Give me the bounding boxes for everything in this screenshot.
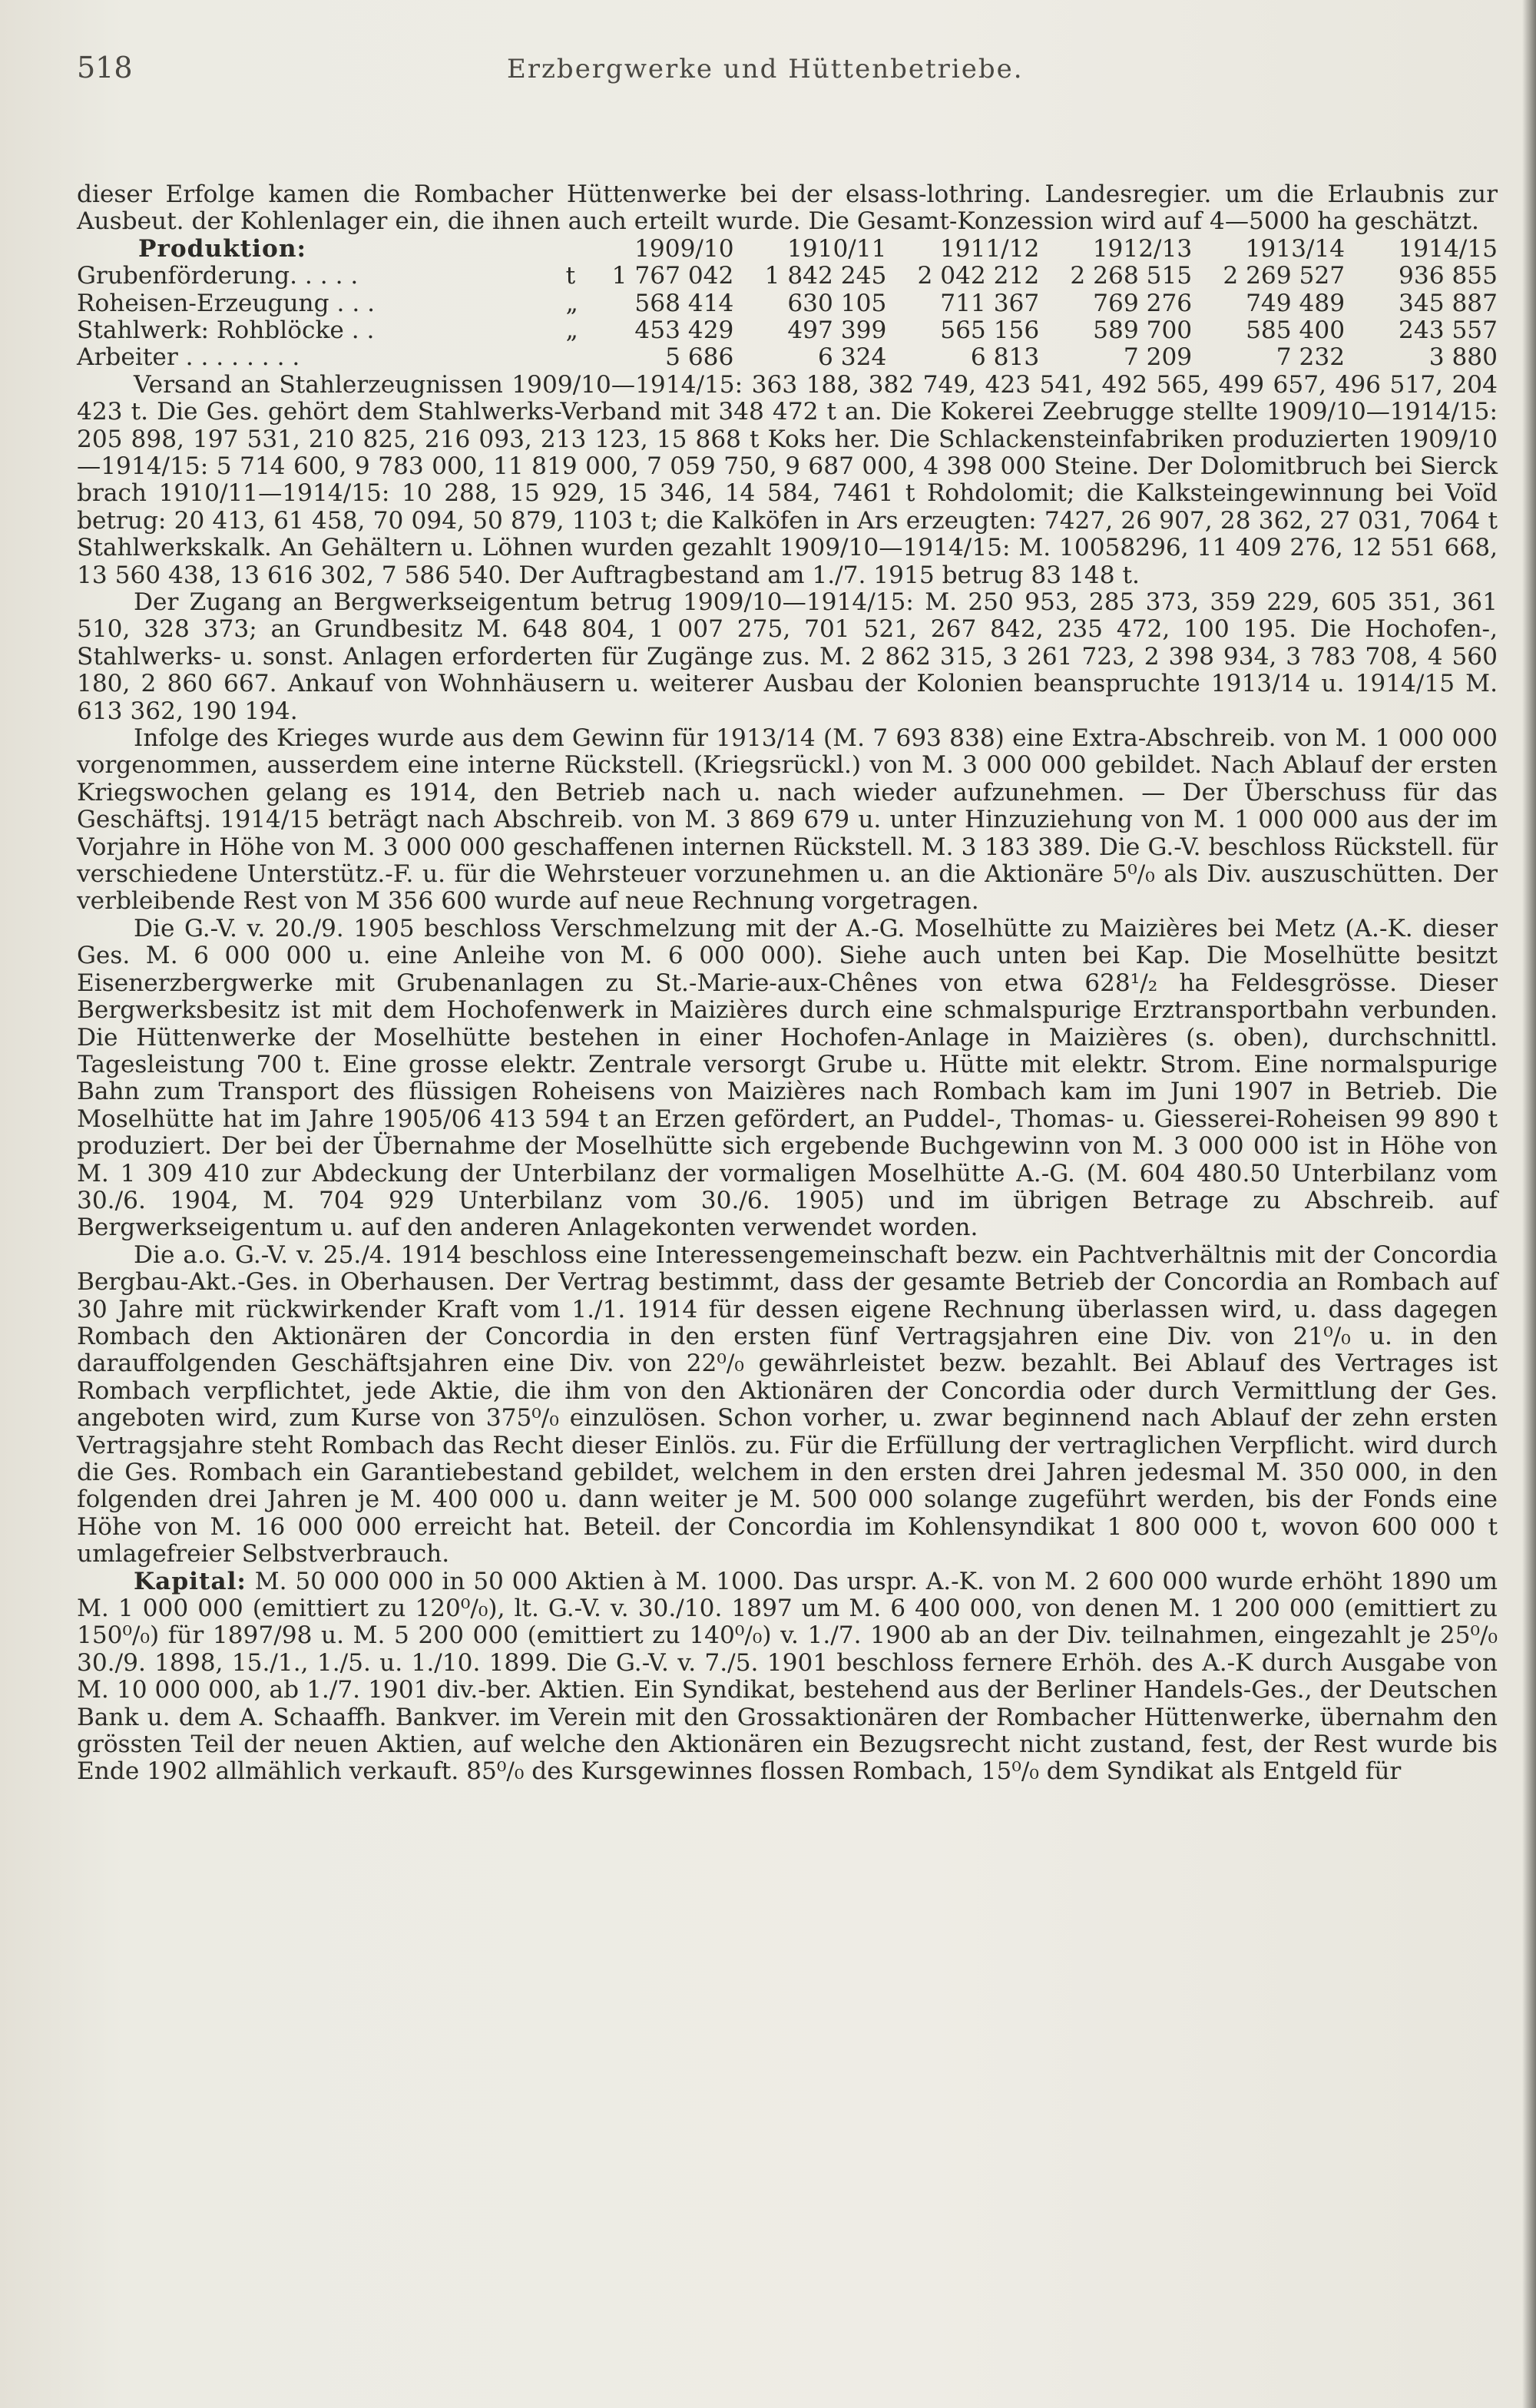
table-cell: 565 156 <box>940 316 1040 344</box>
paragraph-krieg: Infolge des Krieges wurde aus dem Gewinn für 1913/14 (M. 7 693 838) eine Extra-Abschreib. von M. 1 000 000 vorgenommen, ausserdem eine interne Rückstell. (Kriegsrückl.) von M. 3 000 000 gebildet. Nach Ablauf der ersten Kriegswochen gelang es 1914, den Betrieb nach u. nach wieder aufzunehmen. — Der Überschuss für das Geschäftsj. 1914/15 beträgt nach Abschreib. von M. 3 869 679 u. unter Hinzuziehung von M. 1 000 000 aus der im Vorjahre in Höhe von M. 3 000 000 geschaffenen internen Rückstell. M. 3 183 389. Die G.-V. beschloss Rückstell. für verschiedene Unterstütz.-F. u. für die Wehrsteuer vorzunehmen u. an die Aktionäre 5⁰/₀ als Div. auszuschütten. Der verbleibende Rest von M 356 600 wurde auf neue Rechnung vorgetragen. <box>77 724 1498 916</box>
table-cell: 589 700 <box>1093 316 1193 344</box>
paragraph-concordia: Die a.o. G.-V. v. 25./4. 1914 beschloss eine Interessengemeinschaft bezw. ein Pachtverhältnis mit der Concordia Bergbau-Akt.-Ges. in Oberhausen. Der Vertrag bestimmt, dass der gesamte Betrieb der Concordia an Rombach auf 30 Jahre mit rückwirkender Kraft vom 1./1. 1914 für dessen eigene Rechnung überlassen wird, u. dass dagegen Rombach den Aktionären der Concordia in den ersten fünf Vertragsjahren eine Div. von 21⁰/₀ u. in den darauffolgenden Geschäftsjahren eine Div. von 22⁰/₀ gewährleistet bezw. bezahlt. Bei Ablauf des Vertrages ist Rombach verpflichtet, jede Aktie, die ihm von den Aktionären der Concordia oder durch Vermittlung der Ges. angeboten wird, zum Kurse von 375⁰/₀ einzulösen. Schon vorher, u. zwar beginnend nach Ablauf der zehn ersten Vertragsjahre steht Rombach das Recht dieser Einlös. zu. Für die Erfüllung der vertraglichen Verpflicht. wird durch die Ges. Rombach ein Garantiebestand gebildet, welchem in den ersten drei Jahren jedesmal M. 350 000, in den folgenden drei Jahren je M. 400 000 u. dann weiter je M. 500 000 solange zugeführt werden, bis der Fonds eine Höhe von M. 16 000 000 erreicht hat. Beteil. der Concordia im Kohlensyndikat 1 800 000 t, wovon 600 000 t umlagefreier Selbstverbrauch. <box>77 1240 1498 1568</box>
row-unit: „ <box>565 289 578 317</box>
table-cell: 453 429 <box>634 316 734 344</box>
table-cell: 711 367 <box>940 289 1040 317</box>
table-cell: 769 276 <box>1093 289 1193 317</box>
table-cell: 1 842 245 <box>764 262 887 290</box>
year-header: 1913/14 <box>1245 234 1346 263</box>
table-cell: 6 324 <box>818 343 887 372</box>
row-label: Stahlwerk: Rohblöcke . . <box>77 316 375 344</box>
kapital-text: M. 50 000 000 in 50 000 Aktien à M. 1000. Das urspr. A.-K. von M. 2 600 000 wurde erhöht 1890 um M. 1 000 000 (emittiert zu 120⁰/₀), lt. G.-V. v. 30./10. 1897 um M. 6 400 000, von denen M. 1 200 000 (emittiert zu 150⁰/₀) für 1897/98 u. M. 5 200 000 (emittiert zu 140⁰/₀) v. 1./7. 1900 ab an der Div. teilnahmen, eingezahlt je 25⁰/₀ 30./9. 1898, 15./1., 1./5. u. 1./10. 1899. Die G.-V. v. 7./5. 1901 beschloss fernere Erhöh. des A.-K durch Ausgabe von M. 10 000 000, ab 1./7. 1901 div.-ber. Aktien. Ein Syndikat, bestehend aus der Berliner Handels-Ges., der Deutschen Bank u. dem A. Schaaffh. Bankver. im Verein mit den Grossaktionären der Rombacher Hüttenwerke, übernahm den grössten Teil der neuen Aktien, auf welche den Aktionären ein Bezugsrecht nicht zustand, fest, der Rest wurde bis Ende 1902 allmählich verkauft. 85⁰/₀ des Kursgewinnes flossen Rombach, 15⁰/₀ dem Syndikat als Entgeld für <box>77 1567 1498 1786</box>
row-label: Grubenförderung. . . . . <box>77 262 359 290</box>
paragraph-moselhuette: Die G.-V. v. 20./9. 1905 beschloss Verschmelzung mit der A.-G. Moselhütte zu Maizières bei Metz (A.-K. dieser Ges. M. 6 000 000 u. eine Anleihe von M. 6 000 000). Siehe auch unten bei Kap. Die Moselhütte besitzt Eisenerzbergwerke mit Grubenanlagen zu St.-Marie-aux-Chênes von etwa 628¹/₂ ha Feldesgrösse. Dieser Bergwerksbesitz ist mit dem Hochofenwerk in Maizières durch eine schmalspurige Erztransportbahn verbunden. Die Hüttenwerke der Moselhütte bestehen in einer Hochofen-Anlage in Maizières (s. oben), durchschnittl. Tagesleistung 700 t. Eine grosse elektr. Zentrale versorgt Grube u. Hütte mit elektr. Strom. Eine normalspurige Bahn zum Transport des flüssigen Roheisens von Maizières nach Rombach kam im Juni 1907 in Betrieb. Die Moselhütte hat im Jahre 1905/06 413 594 t an Erzen gefördert, an Puddel-, Thomas- u. Giesserei-Roheisen 99 890 t produziert. Der bei der Übernahme der Moselhütte sich ergebende Buchgewinn von M. 3 000 000 ist in Höhe von M. 1 309 410 zur Abdeckung der Unterbilanz der vormaligen Moselhütte A.-G. (M. 604 480.50 Unterbilanz vom 30./6. 1904, M. 704 929 Unterbilanz vom 30./6. 1905) und im übrigen Betrage zu Abschreib. auf Bergwerkseigentum u. auf den anderen Anlagekonten verwendet worden. <box>77 914 1498 1242</box>
production-label: Produktion: <box>138 234 307 263</box>
table-cell: 7 232 <box>1276 343 1346 372</box>
table-cell: 585 400 <box>1246 316 1346 344</box>
table-cell: 568 414 <box>634 289 734 317</box>
page-body <box>77 181 1498 1786</box>
table-cell: 630 105 <box>787 289 887 317</box>
page-number: 518 <box>77 51 133 84</box>
year-header: 1912/13 <box>1092 234 1193 263</box>
table-row <box>77 290 1498 317</box>
table-cell: 7 209 <box>1123 343 1193 372</box>
year-header: 1910/11 <box>786 234 887 263</box>
table-cell: 2 269 527 <box>1223 262 1346 290</box>
table-row <box>77 344 1498 371</box>
table-row <box>77 263 1498 290</box>
page-header <box>77 51 1498 97</box>
table-cell: 497 399 <box>787 316 887 344</box>
year-header: 1909/10 <box>634 234 734 263</box>
production-header-row <box>77 236 1498 263</box>
table-cell: 3 880 <box>1428 343 1498 372</box>
page-edge-shadow <box>1522 0 1536 2408</box>
kapital-label: Kapital: <box>134 1567 247 1595</box>
table-cell: 6 813 <box>970 343 1040 372</box>
row-label: Arbeiter . . . . . . . . <box>77 343 300 372</box>
year-header: 1914/15 <box>1398 234 1498 263</box>
paragraph-kapital <box>77 1568 1498 1786</box>
table-cell: 345 887 <box>1399 289 1498 317</box>
table-cell: 5 686 <box>665 343 734 372</box>
row-unit: t <box>565 262 576 290</box>
paragraph-versand: Versand an Stahlerzeugnissen 1909/10—1914/15: 363 188, 382 749, 423 541, 492 565, 499 657, 496 517, 204 423 t. Die Ges. gehört dem Stahlwerks-Verband mit 348 472 t an. Die Kokerei Zeebrugge stellte 1909/10—1914/15: 205 898, 197 531, 210 825, 216 093, 213 123, 15 868 t Koks her. Die Schlackensteinfabriken produzierten 1909/10—1914/15: 5 714 600, 9 783 000, 11 819 000, 7 059 750, 9 687 000, 4 398 000 Steine. Der Dolomitbruch bei Sierck brach 1910/11—1914/15: 10 288, 15 929, 15 346, 14 584, 7461 t Rohdolomit; die Kalksteingewinnung bei Voïd betrug: 20 413, 61 458, 70 094, 50 879, 1103 t; die Kalköfen in Ars erzeugten: 7427, 26 907, 28 362, 27 031, 7064 t Stahlwerkskalk. An Gehältern u. Löhnen wurden gezahlt 1909/10—1914/15: M. 10058296, 11 409 276, 12 551 668, 13 560 438, 13 616 302, 7 586 540. Der Auftragbestand am 1./7. 1915 betrug 83 148 t. <box>77 370 1498 589</box>
table-cell: 749 489 <box>1246 289 1346 317</box>
row-unit: „ <box>565 316 578 344</box>
intro-paragraph: dieser Erfolge kamen die Rombacher Hüttenwerke bei der elsass-lothring. Landesregier. um die Erlaubnis zur Ausbeut. der Kohlenlager ein, die ihnen auch erteilt wurde. Die Gesamt-Konzession wird auf 4—5000 ha geschätzt. <box>77 181 1498 236</box>
table-cell: 1 767 042 <box>611 262 734 290</box>
paragraph-zugang: Der Zugang an Bergwerkseigentum betrug 1909/10—1914/15: M. 250 953, 285 373, 359 229, 605 351, 361 510, 328 373; an Grundbesitz M. 648 804, 1 007 275, 701 521, 267 842, 235 472, 100 195. Die Hochofen-, Stahlwerks- u. sonst. Anlagen erforderten für Zugänge zus. M. 2 862 315, 3 261 723, 2 398 934, 3 783 708, 4 560 180, 2 860 667. Ankauf von Wohnhäusern u. weiterer Ausbau der Kolonien beanspruchte 1913/14 u. 1914/15 M. 613 362, 190 194. <box>77 588 1498 725</box>
running-title: Erzbergwerke und Hüttenbetriebe. <box>506 54 1024 84</box>
table-cell: 2 042 212 <box>917 262 1040 290</box>
table-cell: 2 268 515 <box>1070 262 1193 290</box>
table-cell: 936 855 <box>1399 262 1498 290</box>
production-table <box>77 236 1498 372</box>
year-header: 1911/12 <box>939 234 1040 263</box>
row-label: Roheisen-Erzeugung . . . <box>77 289 376 317</box>
table-cell: 243 557 <box>1399 316 1498 344</box>
table-row <box>77 317 1498 344</box>
